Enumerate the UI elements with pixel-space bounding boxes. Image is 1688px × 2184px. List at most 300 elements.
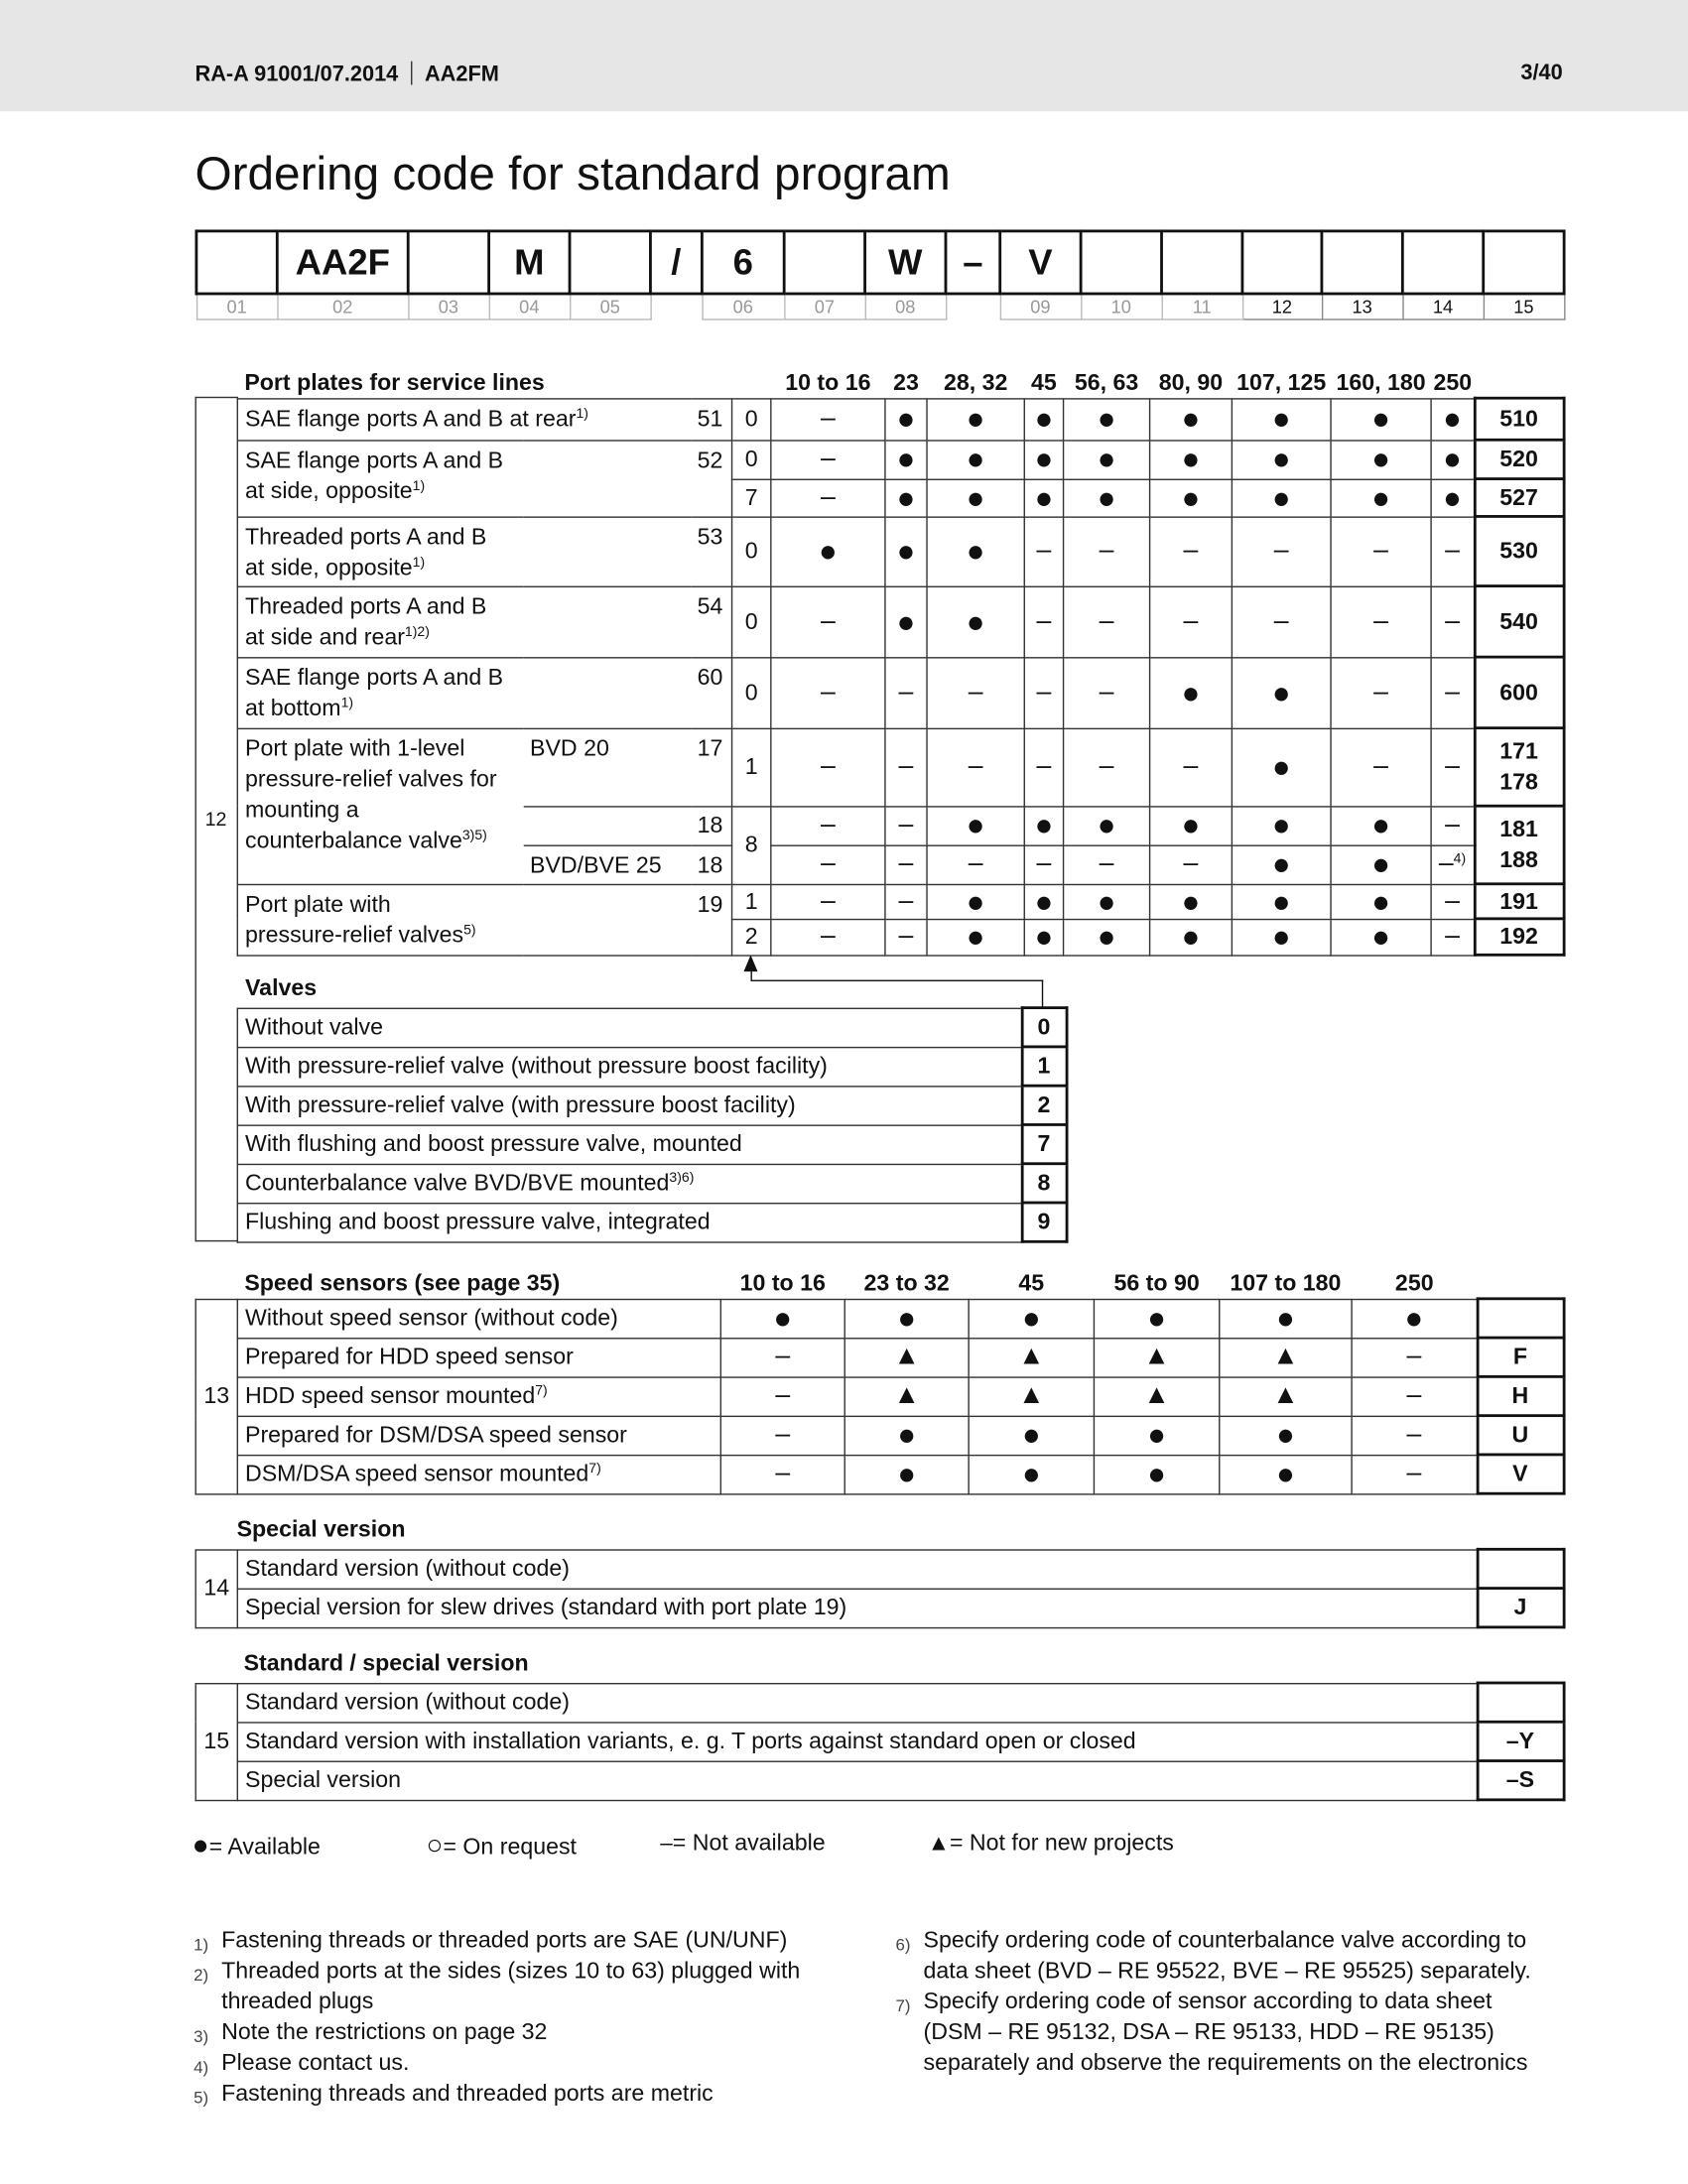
valve-option-label — [237, 1008, 1021, 1047]
code-position-value: 6 — [702, 231, 784, 294]
availability-cell: – — [1150, 844, 1233, 883]
availability-cell: ● — [844, 1455, 969, 1493]
availability-cell: ● — [1352, 1299, 1477, 1338]
row-label — [237, 586, 690, 658]
special-version-table — [195, 1548, 1564, 1628]
footnote-line: Specify ordering code of sensor according to data sheet — [923, 1989, 1493, 2014]
size-column-header: 45 — [1018, 1270, 1045, 1296]
code-position-value: – — [946, 231, 1000, 294]
availability-cell: ● — [1331, 806, 1431, 844]
availability-cell: – — [1431, 919, 1475, 955]
code-position-value: V — [1000, 231, 1081, 294]
availability-cell: ● — [1024, 806, 1063, 844]
legend-text: = Not available — [672, 1830, 826, 1856]
availability-cell: – — [1431, 516, 1475, 585]
label-text: Prepared for DSM/DSA speed sensor — [245, 1422, 627, 1448]
availability-cell: ● — [1431, 440, 1475, 478]
availability-cell: – — [771, 586, 885, 658]
availability-cell: – — [1352, 1416, 1477, 1455]
availability-cell: – — [1431, 728, 1475, 807]
code-position-number: 08 — [865, 294, 946, 320]
availability-cell: – — [720, 1455, 844, 1493]
availability-cell: ● — [927, 586, 1024, 658]
footnote-number: 6) — [895, 1934, 911, 1955]
table-row — [237, 884, 1563, 919]
speed-sensors-table — [195, 1264, 1564, 1495]
table-row — [195, 1722, 1563, 1760]
port-plates-table — [237, 363, 1565, 957]
label-line: at bottom$^{1)}$ — [245, 695, 354, 720]
footnote-ref: 4) — [1453, 851, 1467, 867]
code-position-value — [784, 231, 864, 294]
valve-option-label — [237, 1086, 1021, 1124]
code-position-value — [196, 231, 277, 294]
availability-cell: ● — [1331, 844, 1431, 883]
size-column-header: 45 — [1031, 369, 1057, 395]
spacer — [1477, 1264, 1563, 1299]
availability-cell: – — [771, 919, 885, 955]
availability-cell: ● — [1094, 1299, 1219, 1338]
availability-cell: ● — [1064, 479, 1150, 517]
availability-cell: ● — [885, 586, 927, 658]
size-column-header: 107, 125 — [1236, 369, 1327, 395]
availability-cell: – — [1064, 586, 1150, 658]
footnote-number: 3) — [194, 2026, 209, 2047]
legend-symbol: ○ — [426, 1830, 444, 1862]
size-column-header: 23 — [893, 369, 919, 395]
label-line: pressure-relief valves$^{5)}$ — [245, 922, 476, 948]
table-row — [195, 1549, 1563, 1588]
footnote-line: Specify ordering code of counterbalance valve according to — [923, 1927, 1527, 1954]
label-line: SAE flange ports A and B — [245, 664, 504, 691]
ordering-code-result — [1475, 398, 1564, 440]
footnote-ref: 1) — [412, 555, 426, 571]
footnote-ref: 7) — [535, 1383, 548, 1399]
title-text: Speed sensors — [244, 1270, 409, 1296]
availability-cell: ● — [1232, 806, 1331, 844]
footnote-line: (DSM – RE 95132, DSA – RE 95133, HDD – RE 95135) — [923, 2019, 1494, 2045]
footnote-line: Note the restrictions on page 32 — [221, 2019, 548, 2045]
availability-cell: – — [1024, 657, 1063, 728]
availability-cell: – — [885, 844, 927, 883]
availability-cell: – — [1024, 586, 1063, 658]
option-label: Standard version with installation variants, e. g. T ports against standard open or closed — [237, 1722, 1477, 1760]
result-code: 192 — [1499, 924, 1538, 950]
port-plate-code: 52 — [690, 440, 731, 516]
availability-cell: – — [720, 1416, 844, 1455]
availability-cell: ▲ — [969, 1338, 1094, 1376]
availability-symbol: – — [1438, 848, 1454, 879]
availability-cell: – — [1064, 516, 1150, 585]
legend-symbol: ▲ — [927, 1832, 950, 1856]
arrow-line — [750, 980, 1043, 981]
table-row — [237, 1164, 1066, 1203]
valves-title: Valves — [245, 975, 318, 1001]
position-number: 15 — [195, 1683, 237, 1800]
availability-cell: – — [1024, 844, 1063, 883]
result-code: 540 — [1499, 608, 1538, 634]
table-row — [237, 1008, 1066, 1047]
availability-cell: ● — [1331, 440, 1431, 478]
table-row — [195, 1683, 1563, 1722]
availability-cell: – — [771, 440, 885, 478]
availability-cell: ● — [1220, 1299, 1352, 1338]
valve-type-label: BVD/BVE 25 — [523, 844, 690, 883]
availability-cell: – — [1150, 728, 1233, 807]
availability-cell: – — [1431, 586, 1475, 658]
availability-cell: ● — [1150, 440, 1233, 478]
availability-cell: – — [720, 1376, 844, 1415]
availability-cell: ● — [1331, 884, 1431, 919]
availability-cell: – — [927, 657, 1024, 728]
code-position-number: 11 — [1162, 294, 1242, 320]
valve-option-label — [237, 1124, 1021, 1163]
code-position-number: 01 — [196, 294, 277, 320]
footnote-line: threaded plugs — [221, 1989, 374, 2014]
valve-code: 7 — [1021, 1124, 1066, 1163]
availability-cell: ● — [1024, 884, 1063, 919]
ordering-code-result — [1475, 728, 1564, 807]
availability-cell: – — [1024, 728, 1063, 807]
result-code: 178 — [1499, 769, 1538, 795]
availability-cell: ● — [927, 398, 1024, 440]
result-code: 530 — [1499, 538, 1538, 565]
result-code: 520 — [1499, 447, 1538, 472]
position-number: 14 — [195, 1549, 237, 1627]
valve-digit: 0 — [732, 516, 771, 585]
availability-cell: ● — [1024, 398, 1063, 440]
port-plates-title: Port plates for service lines — [244, 369, 545, 395]
label-line: Threaded ports A and B — [245, 593, 487, 619]
availability-cell: ● — [1150, 657, 1233, 728]
footnote — [194, 2048, 410, 2079]
valve-digit: 0 — [732, 586, 771, 658]
availability-cell: ● — [927, 884, 1024, 919]
option-label: Standard version (without code) — [237, 1549, 1477, 1588]
ordering-code-result — [1475, 516, 1564, 585]
availability-cell: – — [885, 884, 927, 919]
availability-cell: – — [771, 479, 885, 517]
availability-cell: – — [1352, 1376, 1477, 1415]
label-line: at side, opposite$^{1)}$ — [245, 555, 426, 580]
footnote-ref: 3)6) — [669, 1170, 695, 1187]
availability-cell: ▲ — [844, 1376, 969, 1415]
port-plate-code: 51 — [690, 398, 731, 440]
label-line: Threaded ports A and B — [245, 524, 487, 550]
row-label — [237, 884, 690, 956]
label-line: SAE flange ports A and B — [245, 448, 504, 473]
availability-cell: ● — [1064, 806, 1150, 844]
table-row — [237, 1124, 1066, 1163]
footnote-ref: 1)2) — [404, 624, 430, 640]
port-plate-code: 53 — [690, 516, 731, 585]
result-code: 171 — [1499, 738, 1538, 765]
availability-cell: – — [1150, 586, 1233, 658]
size-column-header: 250 — [1394, 1270, 1434, 1296]
port-plate-code: 54 — [690, 586, 731, 658]
port-plate-code: 18 — [690, 806, 731, 844]
code-position-value: W — [865, 231, 946, 294]
table-row — [237, 1047, 1066, 1086]
valve-type-label: BVD 20 — [523, 728, 690, 807]
table-row — [237, 728, 1563, 807]
availability-cell: – — [1331, 728, 1431, 807]
table-row — [195, 1455, 1563, 1493]
availability-cell: ● — [1232, 398, 1331, 440]
table-row — [237, 657, 1563, 728]
size-column-header: 56, 63 — [1074, 369, 1139, 395]
availability-cell: ● — [1064, 884, 1150, 919]
option-code: J — [1477, 1589, 1563, 1627]
valve-option-label — [237, 1047, 1021, 1086]
code-position-number: 10 — [1081, 294, 1161, 320]
legend-text: = Not for new projects — [949, 1830, 1174, 1856]
table-row — [195, 1416, 1563, 1455]
table-row — [237, 1086, 1066, 1124]
table-row — [195, 1761, 1563, 1800]
availability-cell: – — [720, 1338, 844, 1376]
valve-digit: 0 — [732, 440, 771, 478]
speed-sensor-label — [237, 1455, 720, 1493]
arrow-up-icon — [743, 955, 757, 971]
code-position-number: 04 — [489, 294, 570, 320]
arrow-line — [1042, 980, 1043, 1008]
availability-cell: – — [885, 657, 927, 728]
code-position-value — [408, 231, 488, 294]
label-text: With pressure-relief valve (without pressure boost facility) — [245, 1053, 828, 1080]
label-text: Counterbalance valve BVD/BVE mounted — [245, 1170, 670, 1197]
speed-sensors-title — [237, 1264, 720, 1299]
ordering-code-result — [1475, 479, 1564, 517]
page-title: Ordering code for standard program — [195, 147, 951, 201]
position-number: 12 — [204, 807, 227, 831]
legend-text: = Available — [208, 1834, 321, 1861]
title-note: (see page 35) — [414, 1270, 561, 1296]
availability-cell: ● — [1232, 479, 1331, 517]
availability-cell: – — [1232, 586, 1331, 658]
ordering-code-box — [195, 229, 1565, 320]
size-column-header: 28, 32 — [943, 369, 1008, 395]
footnote-line: Fastening threads and threaded ports are metric — [221, 2081, 714, 2107]
label-line: SAE flange ports A and B at rear$^{1)}$ — [245, 405, 588, 432]
availability-cell: ● — [1232, 440, 1331, 478]
availability-cell: – — [1331, 516, 1431, 585]
header-band — [0, 0, 1688, 111]
table-row — [237, 440, 1563, 478]
availability-cell: – — [1150, 516, 1233, 585]
ordering-code-result — [1475, 884, 1564, 919]
standard-special-table — [195, 1682, 1564, 1802]
size-column-header: 10 to 16 — [785, 369, 871, 395]
availability-cell: ● — [969, 1416, 1094, 1455]
size-column-header: 10 to 16 — [739, 1270, 826, 1296]
code-position-number: 09 — [1000, 294, 1081, 320]
code-position-value — [1484, 231, 1564, 294]
table-row — [237, 586, 1563, 658]
availability-cell: – — [1352, 1338, 1477, 1376]
header-divider — [411, 62, 412, 85]
port-plate-code: 18 — [690, 844, 731, 883]
legend-symbol: ● — [192, 1830, 209, 1862]
availability-cell: – — [1064, 728, 1150, 807]
valve-digit: 1 — [732, 884, 771, 919]
ordering-code-result — [1475, 440, 1564, 478]
availability-cell: ● — [1232, 844, 1331, 883]
code-position-number: 05 — [570, 294, 650, 320]
option-code — [1477, 1683, 1563, 1722]
product-name: AA2FM — [424, 63, 499, 86]
availability-cell: – — [1331, 586, 1431, 658]
footnote — [194, 2078, 714, 2109]
footnote-number: 2) — [194, 1965, 209, 1986]
valve-digit: 0 — [732, 657, 771, 728]
availability-cell: – — [771, 844, 885, 883]
footnote — [194, 2017, 548, 2048]
row-label — [237, 440, 690, 516]
doc-number: RA-A 91001/07.2014 — [195, 63, 399, 86]
speed-sensor-code: H — [1477, 1376, 1563, 1415]
availability-cell: ● — [1064, 440, 1150, 478]
footnote-ref: 1) — [340, 695, 354, 711]
speed-sensor-code: F — [1477, 1338, 1563, 1376]
availability-cell: ● — [1232, 884, 1331, 919]
code-position-value — [1162, 231, 1242, 294]
spacer — [195, 1264, 237, 1299]
label-line: at side and rear$^{1)2)}$ — [245, 624, 430, 650]
footnote — [194, 1925, 788, 1956]
footnote-ref: 3)5) — [461, 827, 487, 843]
availability-cell: – — [1431, 657, 1475, 728]
code-position-number: 07 — [784, 294, 864, 320]
code-position-number: 15 — [1484, 294, 1564, 320]
label-line: pressure-relief valves for — [245, 766, 497, 792]
code-position-number: 13 — [1322, 294, 1402, 320]
availability-cell: ● — [771, 516, 885, 585]
option-code: –S — [1477, 1761, 1563, 1800]
port-plate-code: 19 — [690, 884, 731, 956]
availability-cell: ● — [1232, 919, 1331, 955]
availability-cell: – — [1431, 884, 1475, 919]
footnote-line: data sheet (BVD – RE 95522, BVE – RE 95525) separately. — [923, 1958, 1531, 1984]
availability-cell: ● — [1232, 728, 1331, 807]
table-row — [237, 1203, 1066, 1241]
footnote-line: Threaded ports at the sides (sizes 10 to 63) plugged with — [221, 1958, 801, 1984]
availability-cell: ● — [844, 1416, 969, 1455]
result-code: 510 — [1499, 406, 1538, 432]
valve-code: 0 — [1021, 1008, 1066, 1047]
footnote-number: 5) — [194, 2088, 209, 2108]
availability-cell: ● — [1220, 1416, 1352, 1455]
availability-cell: ● — [720, 1299, 844, 1338]
result-code: 188 — [1499, 847, 1538, 873]
table-row — [195, 1376, 1563, 1415]
standard-special-title: Standard / special version — [243, 1650, 529, 1676]
result-column-header — [1475, 363, 1564, 398]
ordering-code-result — [1475, 806, 1564, 884]
code-position-number: 14 — [1402, 294, 1483, 320]
availability-cell: ● — [1232, 657, 1331, 728]
valve-digit: 0 — [732, 398, 771, 440]
footnote-line: separately and observe the requirements on the electronics — [923, 2050, 1528, 2076]
result-code: 191 — [1499, 888, 1538, 914]
valve-option-label — [237, 1203, 1021, 1241]
code-position-number: 02 — [277, 294, 408, 320]
availability-cell: ● — [1150, 919, 1233, 955]
availability-cell: ● — [1431, 479, 1475, 517]
availability-cell: ● — [1150, 398, 1233, 440]
availability-cell: – — [885, 806, 927, 844]
legend-item — [660, 1831, 825, 1858]
size-column-header: 23 to 32 — [863, 1270, 950, 1296]
label-line: counterbalance valve$^{3)5)}$ — [245, 827, 487, 853]
valve-digit: 8 — [732, 806, 771, 884]
option-label: Standard version (without code) — [237, 1683, 1477, 1722]
port-plate-code: 17 — [690, 728, 731, 807]
ordering-code-result — [1475, 657, 1564, 728]
availability-cell: ▲ — [1220, 1376, 1352, 1415]
availability-cell: ● — [1024, 440, 1063, 478]
availability-cell: ● — [1064, 398, 1150, 440]
table-row — [195, 1589, 1563, 1627]
availability-cell: – — [885, 728, 927, 807]
option-label: Special version — [237, 1761, 1477, 1800]
label-text: Prepared for HDD speed sensor — [245, 1345, 574, 1370]
availability-cell: ▲ — [844, 1338, 969, 1376]
code-position-value: M — [489, 231, 570, 294]
code-position-number — [946, 294, 1000, 320]
availability-cell: ● — [927, 440, 1024, 478]
code-position-number: 06 — [702, 294, 784, 320]
footnote-ref: 5) — [463, 922, 476, 938]
valve-code: 2 — [1021, 1086, 1066, 1124]
speed-sensor-label — [237, 1299, 720, 1338]
availability-cell: ● — [927, 806, 1024, 844]
availability-cell: ● — [927, 479, 1024, 517]
ordering-code-result — [1475, 919, 1564, 955]
row-label — [237, 516, 690, 585]
footnote-ref: 1) — [412, 477, 426, 494]
footnote-line: Fastening threads or threaded ports are SAE (UN/UNF) — [221, 1927, 788, 1954]
size-column-header: 160, 180 — [1336, 369, 1426, 395]
legend — [0, 1831, 1688, 1864]
availability-cell: ● — [1024, 479, 1063, 517]
code-position-value — [1402, 231, 1483, 294]
availability-cell: – — [927, 844, 1024, 883]
code-position-value: AA2F — [277, 231, 408, 294]
footnote-number: 1) — [194, 1934, 209, 1955]
code-position-value — [1081, 231, 1161, 294]
availability-cell: ● — [885, 516, 927, 585]
size-column-header: 250 — [1433, 369, 1473, 395]
valves-table — [237, 1006, 1068, 1242]
result-code: 600 — [1499, 680, 1538, 706]
speed-sensor-label — [237, 1416, 720, 1455]
valve-code: 8 — [1021, 1164, 1066, 1203]
valve-code: 9 — [1021, 1203, 1066, 1241]
legend-symbol: – — [660, 1832, 673, 1856]
label-text: Without speed sensor (without code) — [245, 1305, 618, 1332]
label-line: Port plate with — [245, 891, 391, 917]
option-code — [1477, 1549, 1563, 1588]
availability-cell: ● — [1220, 1455, 1352, 1493]
availability-cell: – — [1331, 657, 1431, 728]
label-text: Flushing and boost pressure valve, integrated — [245, 1210, 711, 1235]
availability-cell: ● — [844, 1299, 969, 1338]
availability-cell: ● — [885, 398, 927, 440]
availability-cell: ● — [1024, 919, 1063, 955]
availability-cell: – — [771, 806, 885, 844]
availability-cell: ● — [1431, 398, 1475, 440]
